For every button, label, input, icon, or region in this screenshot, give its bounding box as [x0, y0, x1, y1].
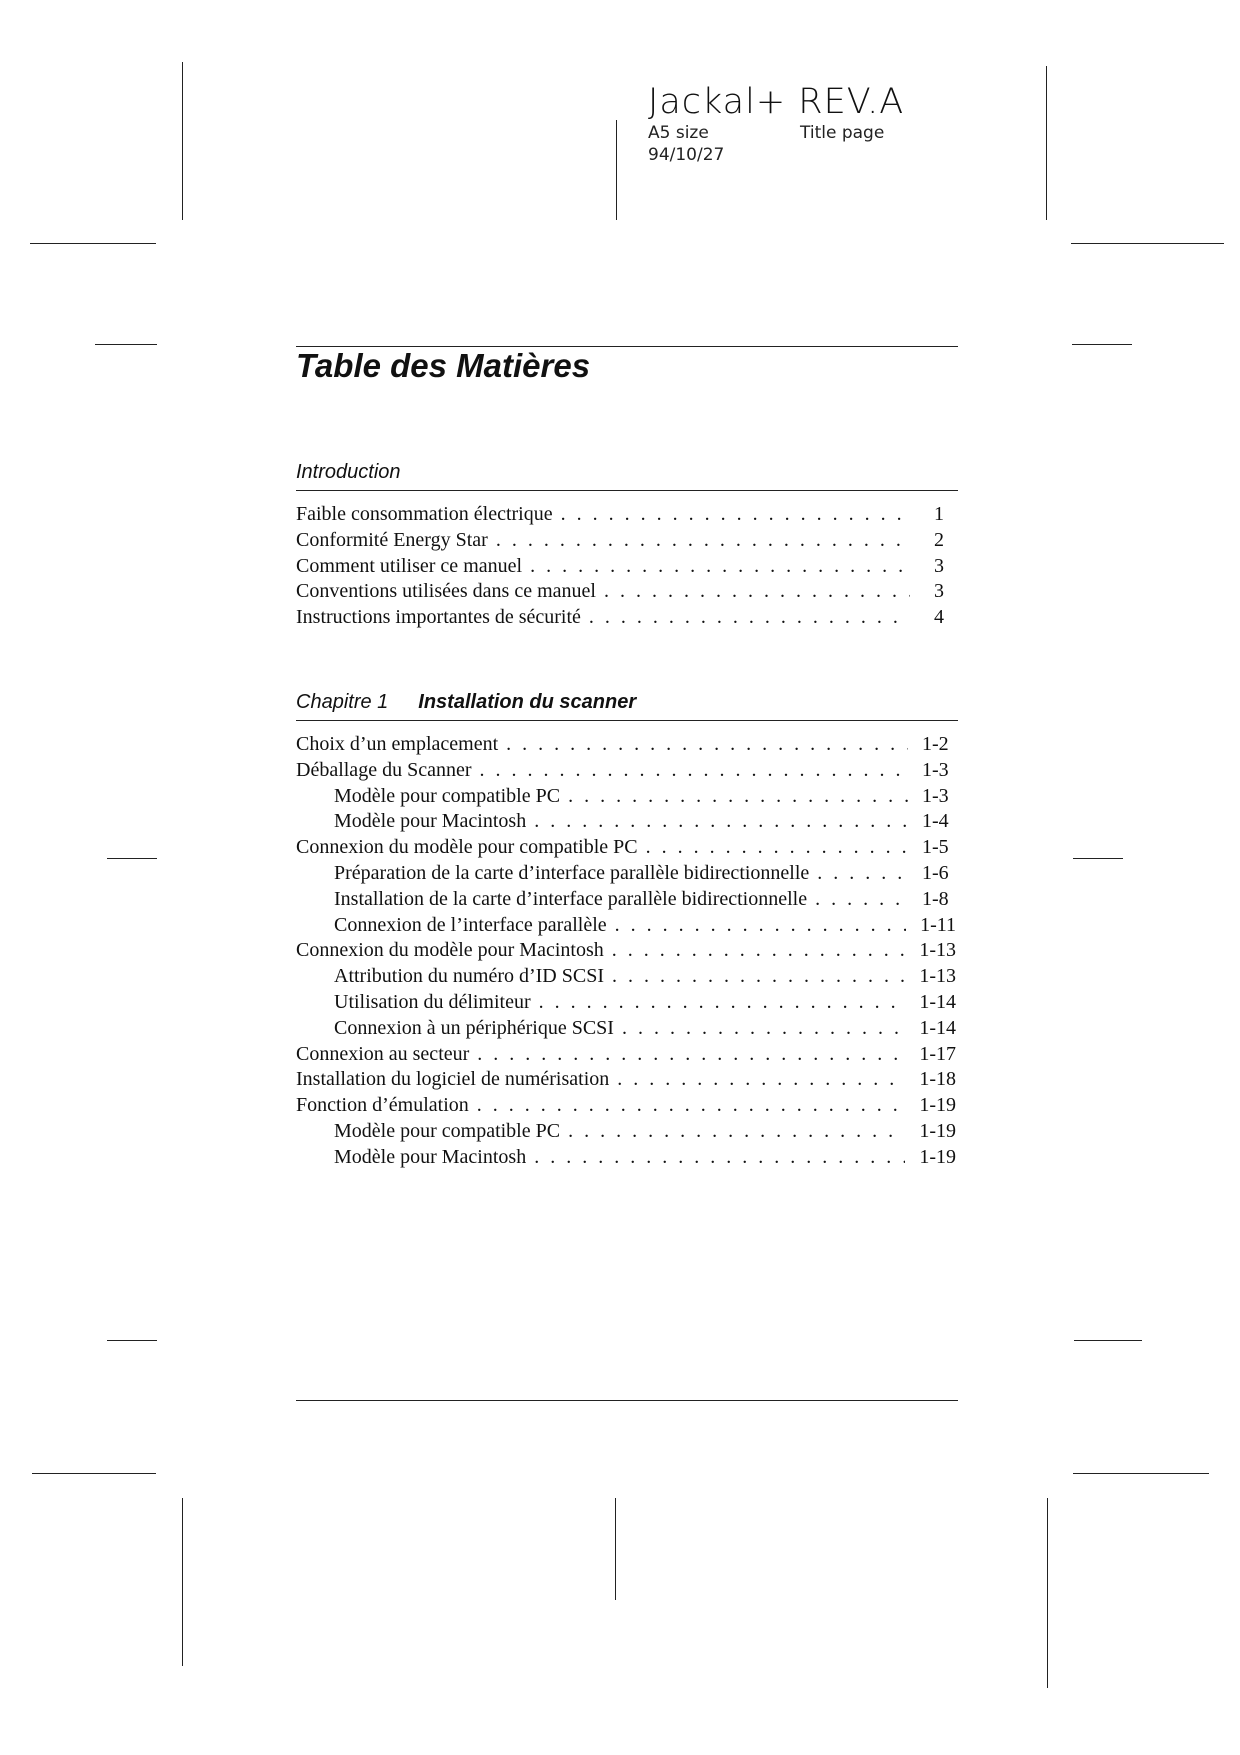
toc-subentry[interactable]: [296, 887, 956, 913]
toc-entry-label: Installation du logiciel de numérisation: [296, 1068, 610, 1091]
toc-leader-dots: [477, 1042, 905, 1068]
chapter-title: Installation du scanner: [418, 691, 637, 713]
toc-page-number: 1-19: [919, 1119, 956, 1142]
toc-page-number: 1-5: [922, 836, 949, 859]
toc-subentry[interactable]: [296, 1145, 956, 1171]
toc-page-number: 1-2: [922, 733, 949, 755]
toc-leader-dots: [477, 1093, 906, 1119]
toc-entry-label: Comment utiliser ce manuel: [296, 554, 523, 577]
toc-leader-dots: [817, 861, 908, 887]
toc-entry-label: Modèle pour Macintosh: [334, 1145, 527, 1168]
crop-mark: [1071, 243, 1224, 244]
intro-rule: [296, 490, 958, 491]
toc-page-number: 1-3: [922, 784, 949, 807]
toc-entry[interactable]: [296, 1093, 956, 1119]
toc-page-number: 1-19: [919, 1145, 956, 1168]
chapter-rule: [296, 720, 958, 721]
toc-entry-label: Préparation de la carte d’interface parallèle bidirectionnelle: [334, 861, 810, 884]
intro-toc: [296, 502, 956, 631]
toc-page-number: 2: [934, 528, 944, 551]
toc-leader-dots: [534, 809, 908, 835]
toc-leader-dots: [530, 554, 910, 580]
toc-entry-label: Installation de la carte d’interface parallèle bidirectionnelle: [334, 887, 808, 910]
crop-mark: [1074, 1340, 1142, 1341]
toc-entry[interactable]: [296, 1042, 956, 1068]
toc-entry-label: Modèle pour Macintosh: [334, 810, 527, 833]
toc-entry[interactable]: [296, 605, 956, 631]
toc-entry[interactable]: [296, 938, 956, 964]
toc-page-number: 1-17: [919, 1042, 956, 1065]
chapter-number: Chapitre 1: [296, 691, 389, 713]
crop-mark: [1047, 1498, 1048, 1688]
toc-entry-label: Instructions importantes de sécurité: [296, 606, 581, 629]
crop-mark: [1073, 858, 1123, 859]
toc-page-number: 3: [934, 554, 944, 577]
toc-page-number: 1-18: [919, 1068, 956, 1091]
toc-entry-label: Conformité Energy Star: [296, 528, 488, 551]
toc-entry-label: Connexion au secteur: [296, 1042, 470, 1065]
toc-entry[interactable]: [296, 528, 956, 554]
footer-rule: [296, 1400, 958, 1401]
chapter-heading: [296, 690, 636, 714]
toc-leader-dots: [568, 1119, 905, 1145]
toc-page-number: 1-11: [920, 913, 956, 936]
toc-subentry[interactable]: [296, 990, 956, 1016]
toc-leader-dots: [479, 758, 908, 784]
crop-mark: [1072, 344, 1132, 345]
toc-entry-label: Fonction d’émulation: [296, 1094, 469, 1117]
toc-leader-dots: [589, 605, 910, 631]
toc-page-number: 3: [934, 580, 944, 603]
toc-subentry[interactable]: [296, 913, 956, 939]
toc-subentry[interactable]: [296, 809, 956, 835]
toc-subentry[interactable]: [296, 784, 956, 810]
crop-mark: [1046, 66, 1047, 220]
toc-leader-dots: [561, 502, 910, 528]
crop-mark: [615, 1498, 616, 1600]
toc-entry-label: Choix d’un emplacement: [296, 733, 499, 755]
toc-page-number: 1-3: [922, 758, 949, 781]
toc-page-number: 1-6: [922, 861, 949, 884]
page-size-label: A5 size: [648, 123, 709, 143]
toc-page-number: 1: [934, 503, 944, 525]
crop-mark: [182, 1498, 183, 1666]
header-date: 94/10/27: [648, 145, 725, 165]
toc-leader-dots: [646, 835, 908, 861]
toc-subentry[interactable]: [296, 1119, 956, 1145]
toc-entry[interactable]: [296, 835, 956, 861]
page-type-label: Title page: [800, 123, 885, 143]
toc-leader-dots: [506, 732, 908, 758]
toc-leader-dots: [496, 528, 910, 554]
toc-page-number: 1-14: [919, 1016, 956, 1039]
toc-page-number: 1-8: [922, 887, 949, 910]
toc-entry-label: Modèle pour compatible PC: [334, 784, 561, 807]
toc-entry[interactable]: [296, 579, 956, 605]
toc-entry[interactable]: [296, 732, 956, 758]
toc-subentry[interactable]: [296, 964, 956, 990]
toc-page-number: 1-4: [922, 810, 949, 833]
page-title: Table des Matières: [296, 347, 591, 384]
toc-leader-dots: [604, 579, 910, 605]
toc-leader-dots: [612, 938, 906, 964]
toc-page-number: 1-14: [919, 990, 956, 1013]
toc-subentry[interactable]: [296, 1016, 956, 1042]
toc-entry-label: Utilisation du délimiteur: [334, 990, 531, 1013]
toc-entry-label: Connexion du modèle pour compatible PC: [296, 836, 638, 859]
toc-page-number: 1-19: [919, 1094, 956, 1117]
crop-mark: [616, 120, 617, 220]
toc-entry-label: Modèle pour compatible PC: [334, 1119, 561, 1142]
header-meta-row: [648, 122, 904, 144]
crop-mark: [107, 1340, 157, 1341]
toc-entry[interactable]: [296, 554, 956, 580]
toc-leader-dots: [612, 964, 905, 990]
crop-mark: [1073, 1473, 1209, 1474]
toc-leader-dots: [622, 1016, 905, 1042]
toc-leader-dots: [539, 990, 906, 1016]
toc-subentry[interactable]: [296, 861, 956, 887]
crop-mark: [107, 858, 157, 859]
toc-entry-label: Attribution du numéro d’ID SCSI: [334, 965, 604, 988]
toc-page-number: 1-13: [919, 965, 956, 988]
toc-entry-label: Connexion de l’interface parallèle: [334, 913, 607, 936]
toc-page-number: 1-13: [919, 939, 956, 962]
toc-page-number: 4: [934, 606, 944, 629]
toc-entry-label: Connexion du modèle pour Macintosh: [296, 939, 604, 962]
toc-leader-dots: [568, 784, 908, 810]
crop-mark: [32, 1473, 156, 1474]
toc-entry[interactable]: [296, 502, 956, 528]
toc-leader-dots: [617, 1067, 905, 1093]
toc-entry-label: Conventions utilisées dans ce manuel: [296, 580, 596, 603]
crop-mark: [182, 62, 183, 220]
toc-entry-label: Faible consommation électrique: [296, 503, 553, 525]
document-revision-title: Jackal+ REV.A: [648, 82, 905, 122]
crop-mark: [30, 243, 156, 244]
toc-leader-dots: [534, 1145, 905, 1171]
chapter-toc: [296, 732, 956, 1171]
toc-entry[interactable]: [296, 1067, 956, 1093]
toc-entry[interactable]: [296, 758, 956, 784]
toc-entry-label: Connexion à un périphérique SCSI: [334, 1016, 614, 1039]
crop-mark: [95, 344, 157, 345]
toc-entry-label: Déballage du Scanner: [296, 758, 472, 781]
toc-leader-dots: [615, 913, 906, 939]
intro-heading: Introduction: [296, 461, 401, 483]
document-header: [648, 82, 904, 166]
toc-leader-dots: [815, 887, 908, 913]
